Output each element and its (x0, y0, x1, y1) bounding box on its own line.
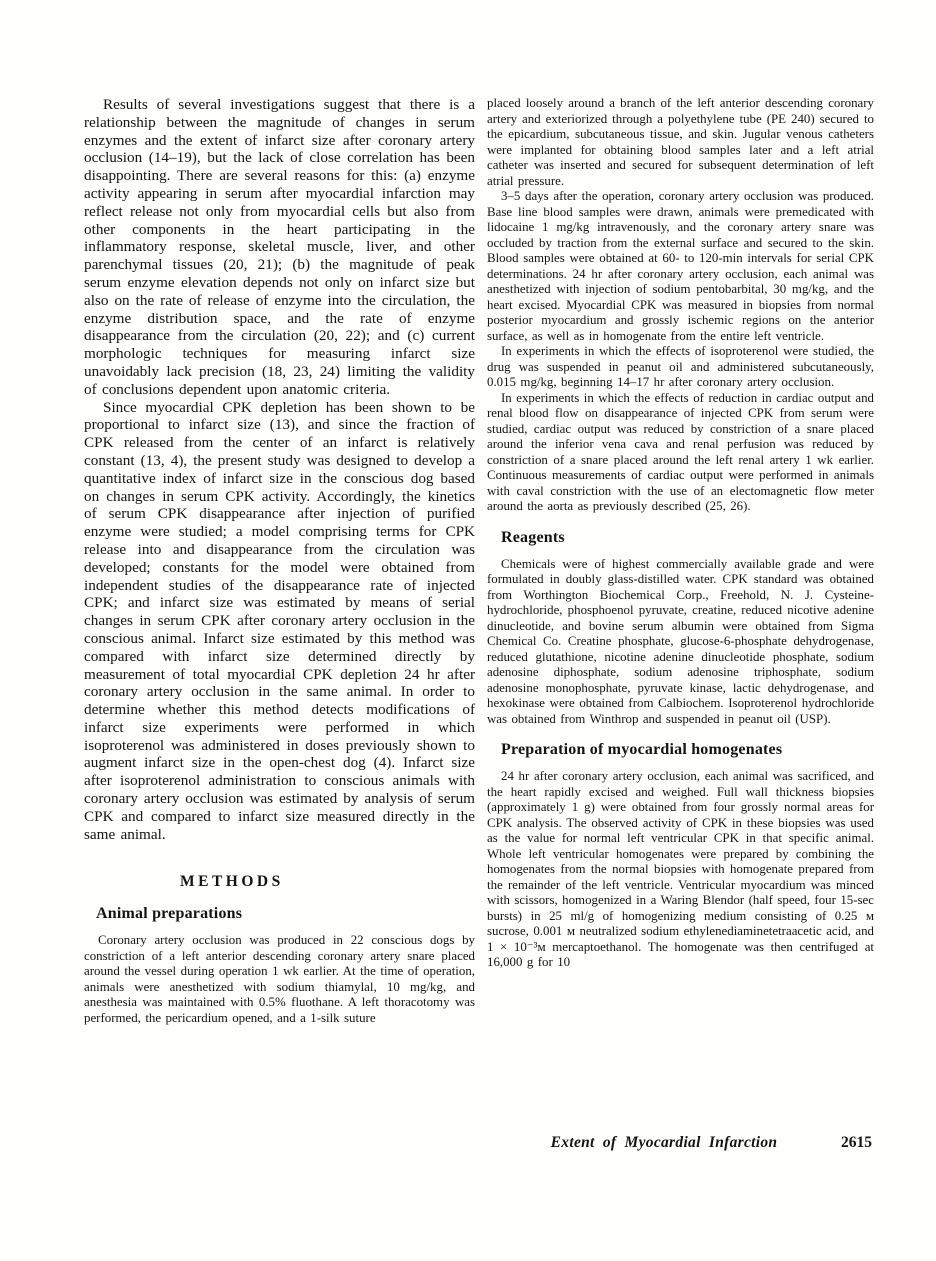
intro-paragraph-2: Since myocardial CPK depletion has been shown to be proportional to infarct size (13), and since the fraction of CPK released from the center of an infarct is relatively constant (13, 4), the present study was designed to develop a quantitative index of infarct size in the conscious dog based on changes in serum CPK activity. Accordingly, the kinetics of serum CPK disappearance after injection of purified enzyme were studied; a model comprising terms for CPK release into and disappearance from the circulation was developed; constants for the model were obtained from independent studies of the disappearance rate of injected CPK; and infarct size was estimated by means of serial changes in serum CPK after coronary artery occlusion in the conscious animal. Infarct size estimated by this method was compared with infarct size determined directly by measurement of total myocardial CPK depletion 24 hr after coronary artery occlusion in the same animal. In order to determine whether this method detects modifications of infarct size experiments were performed in which isoproterenol was administered in doses previously shown to augment infarct size in the open-chest dog (4). Infarct size after isoproterenol administration to conscious animals with coronary artery occlusion was estimated by analysis of serum CPK and compared to infarct size measured directly in the same animal. (84, 398, 475, 843)
page-number: 2615 (841, 1134, 872, 1151)
reagents-paragraph: Chemicals were of highest commercially available grade and were formulated in doubly glass-distilled water. CPK standard was obtained from Worthington Biochemical Corp., Freehold, N. J. Cysteine-hydrochloride, phosphoenol pyruvate, creatine, reduced nicotive adenine dinucleotide, and bovine serum albumin were obtained from Sigma Chemical Co. Creatine phosphate, glucose-6-phosphate dehydrogenase, reduced glutathione, nicotine adenine dinucleotide phosphate, sodium adenosine diphosphate, sodium adenosine triphosphate, sodium adenosine monophosphate, pyruvate kinase, lactic dehydrogenase, and hexokinase were obtained from Calbiochem. Isoproterenol hydrochloride was obtained from Winthrop and suspended in peanut oil (USP). (487, 556, 874, 726)
intro-paragraph-1: Results of several investigations suggest that there is a relationship between the magnitude of changes in serum enzymes and the extent of infarct size after coronary artery occlusion (14–19), but the lack of close correlation has been disappointing. There are several reasons for this: (a) enzyme activity appearing in serum after myocardial infarction may reflect release not only from myocardial cells but also from other components in the heart participating in the inflammatory response, skeletal muscle, liver, and other parenchymal tissues (20, 21); (b) the magnitude of peak serum enzyme elevation depends not only on infarct size but also on the rate of release of enzyme into the circulation, the enzyme distribution space, and the rate of enzyme disappearance from the circulation (20, 22); and (c) current morphologic techniques for measuring infarct size unavoidably lack precision (18, 23, 24) limiting the validity of conclusions dependent upon anatomic criteria. (84, 96, 475, 398)
preparation-homogenates-paragraph: 24 hr after coronary artery occlusion, each animal was sacrificed, and the heart rapidly excised and weighed. Full wall thickness biopsies (approximately 1 g) were obtained from four grossly normal areas for CPK analysis. The observed activity of CPK in these biopsies was used as the value for normal left ventricular CPK in that specific animal. Whole left ventricular homogenates were prepared by combining the homogenates from the normal biopsies with homogenate prepared from the remainder of the left ventricle. Ventricular myocardium was minced with scissors, homogenized in a Waring Blendor (half speed, four 15-sec bursts) in 25 ml/g of homogenizing medium consisting of 0.25 ᴍ sucrose, 0.001 ᴍ neutralized sodium ethylenediaminetetraacetic acid, and 1 × 10⁻³ᴍ mercaptoethanol. The homogenate was then centrifuged at 16,000 g for 10 (487, 769, 874, 969)
running-title: Extent of Myocardial Infarction (550, 1134, 778, 1151)
left-column (84, 96, 475, 1026)
methods-continuation-paragraph: placed loosely around a branch of the left anterior descending coronary artery and exteriorized through a polyethylene tube (PE 240) secured to the epicardium, subcutaneous tissue, and skin. Jugular venous catheters were implanted for obtaining blood samples later and a left atrial catheter was inserted and secured for subsequent determination of left atrial pressure. (487, 96, 874, 188)
cardiac-output-paragraph: In experiments in which the effects of reduction in cardiac output and renal blood flow on disappearance of injected CPK from serum were studied, cardiac output was reduced by constriction of a snare placed around the inferior vena cava and renal perfusion was reduced by constriction of a snare placed around the left renal artery 1 wk earlier. Continuous measurements of cardiac output were performed in animals with caval constriction with the use of an electomagnetic flow meter around the aorta as previously described (25, 26). (487, 390, 874, 513)
reagents-heading: Reagents (501, 528, 565, 546)
right-column (487, 96, 874, 971)
isoproterenol-paragraph: In experiments in which the effects of isoproterenol were studied, the drug was suspended in peanut oil and administered subcutaneously, 0.015 mg/kg, beginning 14–17 hr after coronary artery occlusion. (487, 344, 874, 389)
preparation-homogenates-heading: Preparation of myocardial homogenates (501, 741, 783, 758)
animal-preparations-paragraph: Coronary artery occlusion was produced in 22 conscious dogs by constriction of a left anterior descending coronary artery snare placed around the vessel during operation 1 wk earlier. At the time of operation, animals were anesthetized with sodium thiamylal, 10 mg/kg, and anesthesia was maintained with 0.5% fluothane. A left thoracotomy was performed, the pericardium opened, and a 1-silk suture (84, 933, 475, 1025)
methods-section-heading: METHODS (180, 873, 284, 891)
page-footer (487, 1134, 874, 1152)
animal-preparations-heading: Animal preparations (96, 905, 243, 923)
occlusion-procedure-paragraph: 3–5 days after the operation, coronary artery occlusion was produced. Base line blood samples were drawn, animals were premedicated with lidocaine 1 mg/kg intravenously, and the coronary artery snare was occluded by traction from the external surface and secured to the skin. Blood samples were obtained at 60- to 120-min intervals for serial CPK determinations. 24 hr after coronary artery occlusion, each animal was anesthetized with injection of sodium pentobarbital, 30 mg/kg, and the heart excised. Myocardial CPK was measured in biopsies from normal posterior myocardium and grossly ischemic regions on the anterior surface, as well as in homogenate from the entire left ventricle. (487, 189, 874, 343)
